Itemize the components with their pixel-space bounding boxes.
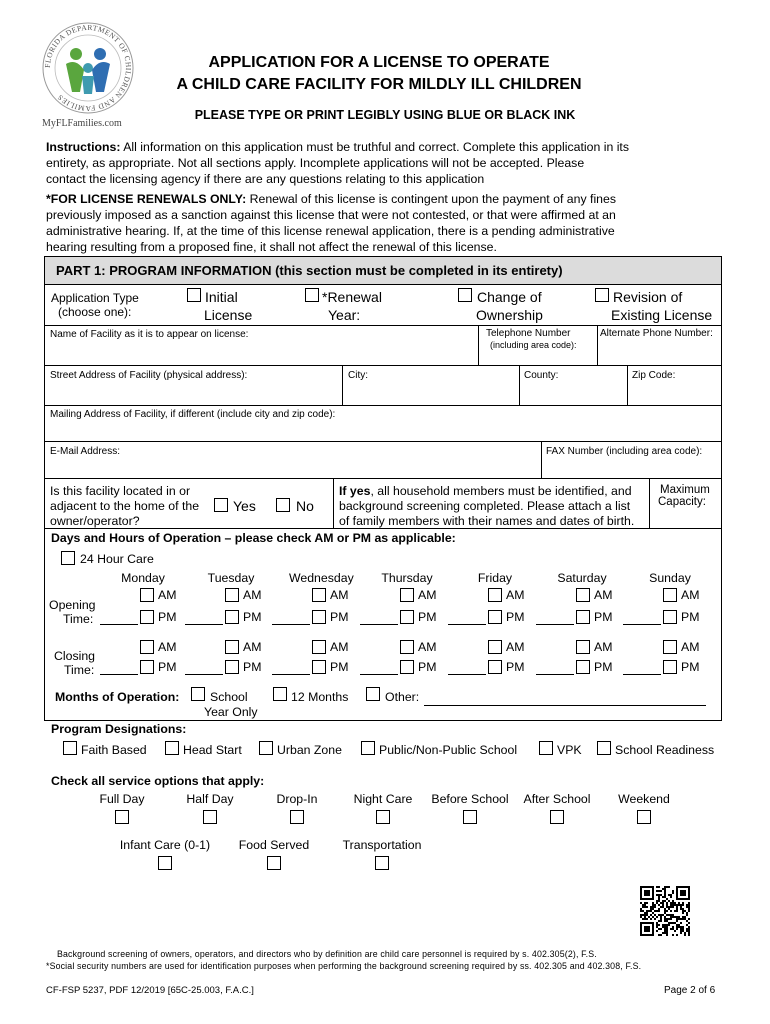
24-hour-care-checkbox[interactable] xyxy=(61,551,75,565)
service-drop-in-checkbox[interactable] xyxy=(290,810,304,824)
day-label-friday: Friday xyxy=(477,571,513,585)
telephone-field-label[interactable]: Telephone Number xyxy=(486,328,571,339)
designation-vpk-label: VPK xyxy=(557,743,582,757)
other-months-input[interactable] xyxy=(424,705,706,706)
logo-url: MyFLFamilies.com xyxy=(42,118,122,129)
tuesday-closing-pm-checkbox[interactable] xyxy=(225,660,239,674)
tuesday-closing-am-label: AM xyxy=(243,640,262,654)
facility-name-field[interactable]: Name of Facility as it is to appear on license: xyxy=(50,329,249,340)
renewal-checkbox[interactable] xyxy=(305,288,319,302)
designation-head-start-checkbox[interactable] xyxy=(165,741,179,755)
designation-public-non-public-school-checkbox[interactable] xyxy=(361,741,375,755)
designation-vpk-checkbox[interactable] xyxy=(539,741,553,755)
thursday-opening-time-input[interactable] xyxy=(360,624,398,625)
tuesday-opening-pm-label: PM xyxy=(243,610,262,624)
sunday-closing-time-input[interactable] xyxy=(623,674,661,675)
saturday-opening-am-label: AM xyxy=(594,588,613,602)
instructions-line-3: contact the licensing agency if there are any questions relating to this application xyxy=(46,172,485,186)
saturday-closing-am-label: AM xyxy=(594,640,613,654)
school-year-checkbox[interactable] xyxy=(191,687,205,701)
sunday-opening-am-checkbox[interactable] xyxy=(663,588,677,602)
if-yes-line-1 xyxy=(339,484,632,498)
monday-opening-am-label: AM xyxy=(158,588,177,602)
tuesday-closing-time-input[interactable] xyxy=(185,674,223,675)
renewal-label-1: *Renewal xyxy=(322,289,382,305)
friday-opening-am-label: AM xyxy=(506,588,525,602)
12-months-checkbox[interactable] xyxy=(273,687,287,701)
12-months-label: 12 Months xyxy=(291,690,349,704)
service-night-care-label: Night Care xyxy=(353,792,413,806)
service-transportation-label: Transportation xyxy=(342,838,422,852)
if-yes-line-3: of family members with their names and dates of birth. xyxy=(339,514,635,528)
day-label-tuesday: Tuesday xyxy=(207,571,255,585)
home-question-3: owner/operator? xyxy=(50,514,140,528)
service-full-day-label: Full Day xyxy=(99,792,145,806)
street-address-field[interactable]: Street Address of Facility (physical address): xyxy=(50,370,248,381)
friday-closing-pm-label: PM xyxy=(506,660,525,674)
monday-closing-pm-checkbox[interactable] xyxy=(140,660,154,674)
service-full-day-checkbox[interactable] xyxy=(115,810,129,824)
closing-label-1: Closing xyxy=(54,649,96,663)
service-weekend-label: Weekend xyxy=(618,792,670,806)
wednesday-opening-am-checkbox[interactable] xyxy=(312,588,326,602)
if-yes-bold: If yes xyxy=(339,484,371,498)
monday-closing-pm-label: PM xyxy=(158,660,177,674)
day-label-sunday: Sunday xyxy=(649,571,691,585)
initial-license-checkbox[interactable] xyxy=(187,288,201,302)
sunday-opening-pm-checkbox[interactable] xyxy=(663,610,677,624)
instructions-line-2: entirety, as appropriate. Not all sections apply. Incomplete applications will not be accepted. Please xyxy=(46,156,585,170)
monday-opening-pm-label: PM xyxy=(158,610,177,624)
revision-checkbox[interactable] xyxy=(595,288,609,302)
sunday-opening-time-input[interactable] xyxy=(623,624,661,625)
saturday-opening-am-checkbox[interactable] xyxy=(576,588,590,602)
instructions-line-1: All information on this application must be truthful and correct. Complete this application in its xyxy=(120,140,630,154)
instructions-label: Instructions: xyxy=(46,140,121,154)
friday-closing-time-input[interactable] xyxy=(448,674,486,675)
qr-code-graphic xyxy=(640,886,690,936)
saturday-closing-time-input[interactable] xyxy=(536,674,574,675)
wednesday-opening-pm-checkbox[interactable] xyxy=(312,610,326,624)
wednesday-closing-am-checkbox[interactable] xyxy=(312,640,326,654)
city-field[interactable]: City: xyxy=(348,370,368,381)
friday-opening-am-checkbox[interactable] xyxy=(488,588,502,602)
saturday-opening-pm-label: PM xyxy=(594,610,613,624)
renewal-label-2: Year: xyxy=(328,307,361,323)
friday-closing-pm-checkbox[interactable] xyxy=(488,660,502,674)
saturday-closing-pm-label: PM xyxy=(594,660,613,674)
service-food-served-label: Food Served xyxy=(238,838,310,852)
initial-label-2: License xyxy=(204,307,253,323)
thursday-opening-pm-checkbox[interactable] xyxy=(400,610,414,624)
if-yes-line-2: background screening completed. Please attach a list xyxy=(339,499,631,513)
page-number: Page 2 of 6 xyxy=(664,985,716,996)
wednesday-closing-time-input[interactable] xyxy=(272,674,310,675)
day-label-monday: Monday xyxy=(121,571,165,585)
service-infant-care-0-1--label: Infant Care (0-1) xyxy=(119,838,211,852)
renewal-line-1: Renewal of this license is contingent upon the payment of any fines xyxy=(246,192,617,206)
thursday-closing-time-input[interactable] xyxy=(360,674,398,675)
opening-label-2: Time: xyxy=(63,612,94,626)
saturday-opening-time-input[interactable] xyxy=(536,624,574,625)
service-half-day-checkbox[interactable] xyxy=(203,810,217,824)
tuesday-opening-am-checkbox[interactable] xyxy=(225,588,239,602)
renewal-line-2: previously imposed as a sanction against this license that were not contested, or that were affirmed at an xyxy=(46,208,616,222)
school-year-label-1: School xyxy=(210,690,248,704)
school-year-label-2: Year Only xyxy=(204,705,258,719)
renewal-label: *FOR LICENSE RENEWALS ONLY: xyxy=(46,192,247,206)
service-food-served-checkbox[interactable] xyxy=(267,856,281,870)
telephone-field-sublabel: (including area code): xyxy=(490,340,577,350)
sunday-closing-am-label: AM xyxy=(681,640,700,654)
wednesday-opening-pm-label: PM xyxy=(330,610,349,624)
thursday-closing-am-label: AM xyxy=(418,640,437,654)
services-label: Check all service options that apply: xyxy=(51,774,265,788)
24-hour-care-label: 24 Hour Care xyxy=(80,552,154,566)
home-question-2: adjacent to the home of the xyxy=(50,499,200,513)
max-capacity-label-1[interactable]: Maximum xyxy=(660,484,710,496)
change-ownership-checkbox[interactable] xyxy=(458,288,472,302)
service-after-school-label: After School xyxy=(523,792,591,806)
service-infant-care-0-1--checkbox[interactable] xyxy=(158,856,172,870)
months-label: Months of Operation: xyxy=(55,690,180,704)
service-half-day-label: Half Day xyxy=(186,792,234,806)
fax-field[interactable]: FAX Number (including area code): xyxy=(546,446,703,457)
day-label-wednesday: Wednesday xyxy=(289,571,354,585)
revision-label-1: Revision of xyxy=(613,289,683,305)
if-yes-text: , all household members must be identified, and xyxy=(370,484,632,498)
renewal-line-4: hearing resulting from a proposed fine, it shall not affect the renewal of this license. xyxy=(46,240,497,254)
day-label-saturday: Saturday xyxy=(557,571,607,585)
home-yes-label: Yes xyxy=(233,498,256,514)
home-no-label: No xyxy=(296,498,314,514)
thursday-closing-am-checkbox[interactable] xyxy=(400,640,414,654)
sunday-opening-pm-label: PM xyxy=(681,610,700,624)
instructions xyxy=(46,139,726,187)
sunday-closing-am-checkbox[interactable] xyxy=(663,640,677,654)
designation-head-start-label: Head Start xyxy=(183,743,242,757)
monday-closing-am-label: AM xyxy=(158,640,177,654)
tuesday-opening-pm-checkbox[interactable] xyxy=(225,610,239,624)
friday-opening-time-input[interactable] xyxy=(448,624,486,625)
home-no-checkbox[interactable] xyxy=(276,498,290,512)
monday-closing-time-input[interactable] xyxy=(100,674,138,675)
designation-school-readiness-label: School Readiness xyxy=(615,743,715,757)
footer-note-1: Background screening of owners, operators, and directors who by definition are child care personnel is required by s. 402.305(2), F.S. xyxy=(57,949,597,959)
closing-label-2: Time: xyxy=(64,663,95,677)
qr-code xyxy=(640,886,690,936)
subtitle: PLEASE TYPE OR PRINT LEGIBLY USING BLUE OR BLACK INK xyxy=(194,108,576,122)
monday-opening-am-checkbox[interactable] xyxy=(140,588,154,602)
app-type-label-2: (choose one): xyxy=(58,305,132,319)
service-before-school-checkbox[interactable] xyxy=(463,810,477,824)
initial-label-1: Initial xyxy=(205,289,238,305)
service-before-school-label: Before School xyxy=(431,792,509,806)
footer-note-2: *Social security numbers are used for identification purposes when performing the background screening required by ss. 402.305 and 402.308, F.S. xyxy=(46,961,642,971)
friday-opening-pm-checkbox[interactable] xyxy=(488,610,502,624)
sunday-closing-pm-label: PM xyxy=(681,660,700,674)
renewal-line-3: administrative hearing. If, at the time of this license renewal application, there is a pending administrative xyxy=(46,224,615,238)
day-label-thursday: Thursday xyxy=(381,571,433,585)
opening-label-1: Opening xyxy=(49,598,96,612)
home-yes-checkbox[interactable] xyxy=(214,498,228,512)
wednesday-closing-pm-checkbox[interactable] xyxy=(312,660,326,674)
sunday-opening-am-label: AM xyxy=(681,588,700,602)
renewal-notice xyxy=(46,191,726,255)
service-transportation-checkbox[interactable] xyxy=(375,856,389,870)
monday-opening-pm-checkbox[interactable] xyxy=(140,610,154,624)
form-id: CF-FSP 5237, PDF 12/2019 [65C-25.003, F.A.C.] xyxy=(46,985,254,996)
monday-closing-am-checkbox[interactable] xyxy=(140,640,154,654)
saturday-closing-pm-checkbox[interactable] xyxy=(576,660,590,674)
tuesday-closing-am-checkbox[interactable] xyxy=(225,640,239,654)
friday-closing-am-label: AM xyxy=(506,640,525,654)
part1-heading: PART 1: PROGRAM INFORMATION (this section must be completed in its entirety) xyxy=(56,263,563,278)
designation-faith-based-label: Faith Based xyxy=(81,743,147,757)
zip-field[interactable]: Zip Code: xyxy=(632,370,676,381)
wednesday-closing-pm-label: PM xyxy=(330,660,349,674)
sunday-closing-pm-checkbox[interactable] xyxy=(663,660,677,674)
revision-label-2: Existing License xyxy=(611,307,713,323)
home-question-1: Is this facility located in or xyxy=(50,484,191,498)
service-night-care-checkbox[interactable] xyxy=(376,810,390,824)
wednesday-closing-am-label: AM xyxy=(330,640,349,654)
designation-faith-based-checkbox[interactable] xyxy=(63,741,77,755)
tuesday-closing-pm-label: PM xyxy=(243,660,262,674)
designation-school-readiness-checkbox[interactable] xyxy=(597,741,611,755)
friday-closing-am-checkbox[interactable] xyxy=(488,640,502,654)
designations-label: Program Designations: xyxy=(51,722,187,736)
designation-urban-zone-label: Urban Zone xyxy=(277,743,342,757)
designation-public-non-public-school-label: Public/Non-Public School xyxy=(379,743,518,757)
service-after-school-checkbox[interactable] xyxy=(550,810,564,824)
service-drop-in-label: Drop-In xyxy=(276,792,318,806)
email-field[interactable]: E-Mail Address: xyxy=(50,446,121,457)
tuesday-opening-am-label: AM xyxy=(243,588,262,602)
change-label-1: Change of xyxy=(477,289,542,305)
thursday-opening-am-checkbox[interactable] xyxy=(400,588,414,602)
app-type-label-1: Application Type xyxy=(51,291,139,305)
alt-phone-field[interactable]: Alternate Phone Number: xyxy=(600,328,713,339)
saturday-opening-pm-checkbox[interactable] xyxy=(576,610,590,624)
designation-urban-zone-checkbox[interactable] xyxy=(259,741,273,755)
thursday-closing-pm-label: PM xyxy=(418,660,437,674)
thursday-opening-pm-label: PM xyxy=(418,610,437,624)
friday-opening-pm-label: PM xyxy=(506,610,525,624)
county-field[interactable]: County: xyxy=(524,370,559,381)
monday-opening-time-input[interactable] xyxy=(100,624,138,625)
service-weekend-checkbox[interactable] xyxy=(637,810,651,824)
change-label-2: Ownership xyxy=(476,307,543,323)
max-capacity-label-2: Capacity: xyxy=(658,496,706,508)
title-line-2: A CHILD CARE FACILITY FOR MILDLY ILL CHILDREN xyxy=(176,76,582,93)
title-line-1: APPLICATION FOR A LICENSE TO OPERATE xyxy=(208,54,550,71)
other-months-label: Other: xyxy=(385,690,420,704)
other-months-checkbox[interactable] xyxy=(366,687,380,701)
svg-text:FLORIDA DEPARTMENT OF CHILDREN: FLORIDA DEPARTMENT OF CHILDREN AND FAMILIES xyxy=(42,22,134,114)
thursday-closing-pm-checkbox[interactable] xyxy=(400,660,414,674)
mailing-address-field[interactable]: Mailing Address of Facility, if different (include city and zip code): xyxy=(50,409,336,420)
tuesday-opening-time-input[interactable] xyxy=(185,624,223,625)
wednesday-opening-time-input[interactable] xyxy=(272,624,310,625)
hours-heading: Days and Hours of Operation – please check AM or PM as applicable: xyxy=(51,531,456,545)
wednesday-opening-am-label: AM xyxy=(330,588,349,602)
saturday-closing-am-checkbox[interactable] xyxy=(576,640,590,654)
thursday-opening-am-label: AM xyxy=(418,588,437,602)
